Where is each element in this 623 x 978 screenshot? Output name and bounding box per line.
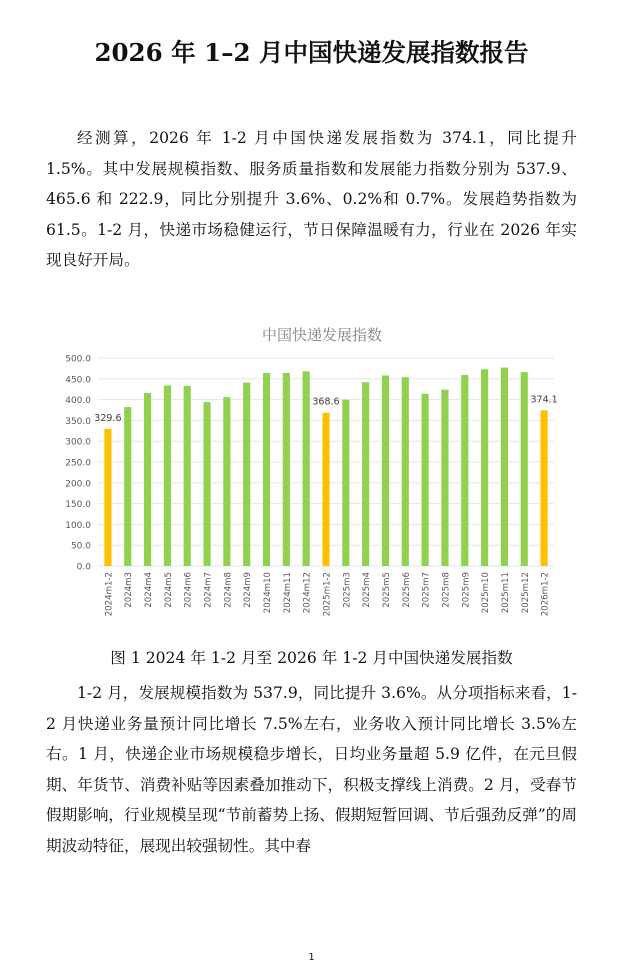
x-tick-label: 2025m10	[481, 572, 492, 614]
x-tick-label: 2024m4	[144, 572, 155, 608]
x-tick-label: 2025m6	[401, 572, 412, 608]
x-tick-label: 2025m7	[421, 572, 432, 608]
y-tick-label: 150.0	[65, 500, 91, 511]
data-label: 329.6	[94, 412, 122, 424]
x-tick-label: 2025m11	[500, 572, 511, 614]
bar-2024m11	[283, 373, 290, 566]
x-tick-label: 2025m8	[441, 572, 452, 608]
x-tick-label: 2025m9	[461, 572, 472, 608]
figure-caption: 图 1 2024 年 1-2 月至 2026 年 1-2 月中国快递发展指数	[110, 649, 513, 667]
x-tick-label: 2024m3	[124, 572, 135, 608]
y-tick-label: 400.0	[65, 396, 91, 407]
y-tick-label: 50.0	[70, 541, 91, 552]
x-tick-label: 2024m12	[302, 572, 313, 614]
y-tick-label: 200.0	[65, 479, 91, 490]
bar-2024m5	[164, 385, 171, 566]
bar-2024m7	[203, 402, 210, 566]
x-tick-label: 2024m8	[223, 572, 234, 608]
y-axis-ticks	[65, 355, 91, 573]
bar-2025m3	[342, 400, 349, 566]
paragraph-scale	[46, 678, 577, 862]
bar-2024m1-2	[104, 429, 111, 566]
document-title: 2026 年 1–2 月中国快递发展指数报告	[94, 38, 529, 67]
x-tick-label: 2024m9	[243, 572, 254, 608]
bar-2024m9	[243, 383, 250, 566]
bar-2025m12	[521, 372, 528, 566]
bar-2025m7	[422, 394, 429, 566]
x-tick-label: 2025m3	[342, 572, 353, 608]
x-tick-label: 2025m12	[520, 572, 531, 614]
bar-2025m10	[481, 369, 488, 566]
x-axis-ticks	[104, 572, 550, 616]
paragraph-intro-text: 经测算，2026 年 1-2 月中国快递发展指数为 374.1，同比提升 1.5%。其中发展规模指数、服务质量指数和发展能力指数分别为 537.9、465.6 和 222.9，同比分别提升 3.6%、0.2%和 0.7%。发展趋势指数为 61.5。1-2 月，快递市场稳健运行，节日保障温暖有力，行业在 2026 年实现良好开局。	[46, 129, 577, 270]
bar-2025m1-2	[322, 413, 329, 566]
chart-title: 中国快递发展指数	[261, 326, 383, 344]
bar-2025m6	[402, 377, 409, 566]
x-tick-label: 2025m1-2	[322, 572, 333, 617]
y-tick-label: 100.0	[65, 520, 91, 531]
bar-2025m4	[362, 382, 369, 566]
bar-2024m10	[263, 373, 270, 566]
y-tick-label: 450.0	[65, 375, 91, 386]
y-tick-label: 300.0	[65, 437, 91, 448]
x-tick-label: 2024m5	[163, 572, 174, 608]
express-index-chart	[58, 314, 566, 634]
y-tick-label: 250.0	[65, 458, 91, 469]
paragraph-scale-text: 1-2 月，发展规模指数为 537.9，同比提升 3.6%。从分项指标来看，1-2 月快递业务量预计同比增长 7.5%左右，业务收入预计同比增长 3.5%左右。1 月，快递企业市场规模稳步增长，日均业务量超 5.9 亿件，在元旦假期、年货节、消费补贴等因素叠加推动下，积极支撑线上消费。2 月，受春节假期影响，行业规模呈现“节前蓄势上扬、假期短暂回调、节后强劲反弹”的周期波动特征，展现出较强韧性。其中春	[46, 684, 577, 855]
paragraph-intro	[46, 123, 577, 276]
x-tick-label: 2024m11	[282, 572, 293, 614]
bar-2026m1-2	[541, 410, 548, 566]
bar-2024m12	[303, 371, 310, 566]
x-tick-label: 2025m5	[381, 572, 392, 608]
bar-2024m8	[223, 397, 230, 566]
y-tick-label: 0.0	[76, 562, 91, 573]
y-tick-label: 350.0	[65, 416, 91, 427]
page-number: 1	[308, 952, 315, 963]
data-label: 368.6	[312, 396, 340, 408]
x-tick-label: 2025m4	[362, 572, 373, 608]
x-tick-label: 2024m7	[203, 572, 214, 608]
bar-2025m5	[382, 375, 389, 566]
bar-2024m4	[144, 393, 151, 566]
x-tick-label: 2024m6	[183, 572, 194, 608]
bar-2025m11	[501, 368, 508, 566]
data-label: 374.1	[530, 394, 558, 406]
bar-2025m8	[441, 390, 448, 566]
bar-2025m9	[461, 375, 468, 566]
x-tick-label: 2024m1-2	[104, 572, 115, 617]
x-tick-label: 2024m10	[263, 572, 274, 614]
bar-2024m6	[184, 386, 191, 566]
chart-svg	[58, 314, 566, 634]
x-tick-label: 2026m1-2	[540, 572, 551, 617]
bar-2024m3	[124, 407, 131, 566]
y-tick-label: 500.0	[65, 354, 91, 365]
